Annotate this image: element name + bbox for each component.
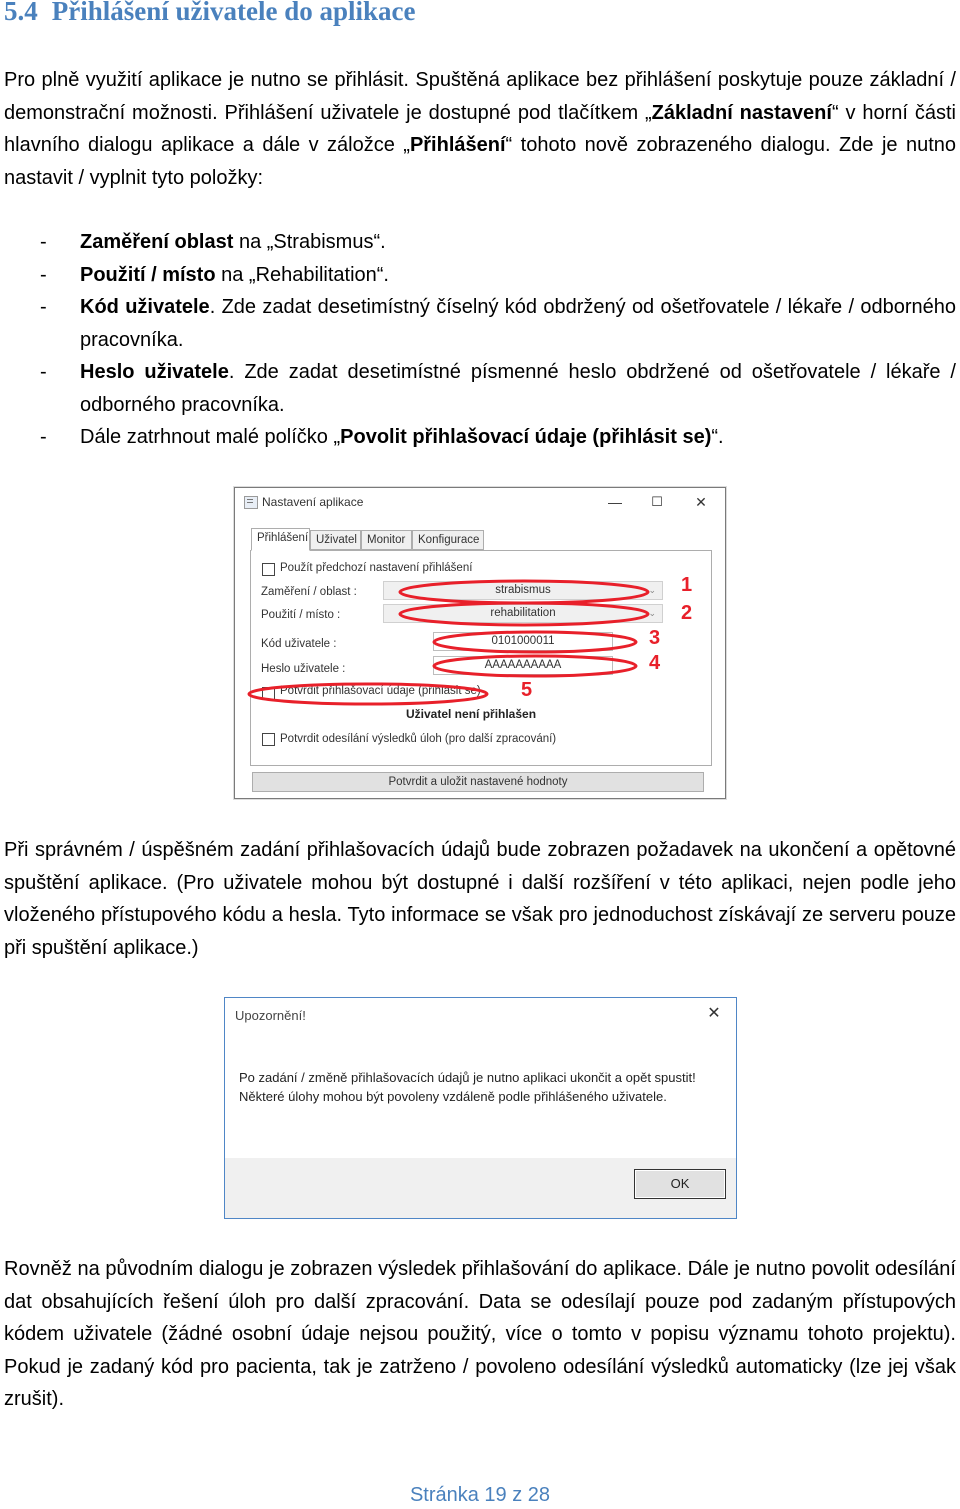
list-item-bold: Kód uživatele — [80, 296, 210, 318]
focus-dropdown-value: strabismus — [495, 584, 551, 596]
list-item-text: na „Rehabilitation“. — [215, 263, 389, 286]
user-password-input[interactable]: AAAAAAAAAA — [433, 656, 613, 675]
bullet-dash: - — [40, 361, 47, 383]
tab-login[interactable]: Přihlášení — [251, 528, 310, 551]
tab-user[interactable]: Uživatel — [310, 530, 361, 550]
list-item — [4, 226, 956, 259]
intro-bold-basic-settings: Základní nastavení — [651, 101, 832, 124]
intro-text-3: “ tohoto nově zobrazeného dialogu. Zde je nutno nastavit / vyplnit tyto položky: — [4, 134, 956, 189]
annotation-ellipse-1 — [400, 581, 648, 603]
send-results-label: Potvrdit odesílání výsledků úloh (pro další zpracování) — [280, 733, 557, 745]
allow-login-label: Potvrdit přihlašovací údaje (přihlásit se) — [280, 685, 481, 697]
closing-paragraph: Rovněž na původním dialogu je zobrazen výsledek přihlašování do aplikace. Dále je nutno povolit odesílání dat obsahujících řešení úloh pro další zpracování. Data se odesílají pouze pod zadaným přístupových kódem uživatele (žádné osobní údaje nejsou použitý, více o tomto v popisu významu tohoto projektu). Pokud je zadaný kód pro pacienta, tak je zatrženo / povoleno odesílání výsledků automaticky (lze jej však zrušit). — [4, 1258, 956, 1410]
chevron-down-icon: ⌄ — [648, 585, 656, 595]
settings-window — [234, 487, 726, 799]
chevron-down-icon: ⌄ — [648, 608, 656, 618]
bullet-dash: - — [40, 426, 47, 448]
after-login-paragraph: Při správném / úspěšném zadání přihlašovacích údajů bude zobrazen požadavek na ukončení a opětovné spuštění aplikace. (Pro uživatele mohou být dostupné i další rozšíření v této aplikaci, nejen podle jeho vloženého přístupového kódu a hesla. Tyto informace se však pro jednoduchost získávají ze serveru pouze při spuštění aplikace.) — [4, 839, 956, 959]
usage-label: Použití / místo : — [261, 609, 341, 621]
bullet-dash: - — [40, 263, 47, 286]
annotation-marker-2: 2 — [681, 602, 693, 624]
warning-dialog-message: Po zadání / změně přihlašovacích údajů je nutno aplikaci ukončit a opět spustit! Některé úlohy mohou být povoleny vzdáleně podle přihlášeného uživatele. — [239, 1070, 696, 1104]
close-icon[interactable]: ✕ — [695, 494, 707, 510]
use-saved-label: Použít předchozí nastavení přihlášení — [280, 562, 473, 574]
user-password-label: Heslo uživatele : — [261, 663, 346, 675]
intro-paragraph — [4, 64, 956, 194]
list-item — [4, 259, 956, 292]
section-title: Přihlášení uživatele do aplikace — [51, 0, 416, 26]
annotation-ellipse-4 — [434, 656, 636, 676]
focus-label: Zaměření / oblast : — [261, 586, 357, 598]
list-item-text: . Zde zadat desetimístné písmenné heslo obdržené od ošetřovatele / lékaře / odborného pracovníka. — [80, 361, 956, 416]
annotation-marker-1: 1 — [681, 574, 693, 596]
tab-configuration[interactable]: Konfigurace — [412, 530, 484, 550]
list-item-text: “. — [711, 426, 724, 448]
annotation-marker-3: 3 — [649, 627, 661, 649]
list-item-bold: Povolit přihlašovací údaje (přihlásit se) — [340, 426, 712, 448]
section-number: 5.4 — [4, 0, 38, 26]
list-item-bold: Heslo uživatele — [80, 361, 229, 383]
list-item — [4, 291, 956, 356]
annotation-marker-5: 5 — [521, 679, 533, 701]
annotation-marker-4: 4 — [649, 652, 661, 674]
instruction-list — [4, 226, 956, 454]
login-status-text: Uživatel není přihlašen — [406, 707, 537, 721]
bullet-dash: - — [40, 231, 47, 253]
save-settings-button[interactable]: Potvrdit a uložit nastavené hodnoty — [252, 772, 704, 792]
list-item — [4, 421, 956, 454]
annotation-ellipse-3 — [434, 632, 636, 652]
intro-text-1: Pro plně využití aplikace je nutno se přihlásit. Spuštěná aplikace bez přihlášení poskytuje pouze základní / demonstrační možnosti. Přihlášení uživatele je dostupné pod tlačítkem „ — [4, 69, 956, 124]
list-item-text: na „Strabismus“. — [233, 231, 386, 253]
intro-bold-login: Přihlášení — [409, 134, 506, 156]
user-code-label: Kód uživatele : — [261, 638, 337, 650]
annotation-ellipse-5 — [249, 684, 487, 704]
list-item-text: . Zde zadat desetimístný číselný kód obdržený od ošetřovatele / lékaře / odborného pracovníka. — [80, 296, 956, 351]
maximize-icon[interactable]: ☐ — [651, 494, 663, 509]
user-code-input[interactable]: 0101000011 — [433, 632, 613, 651]
list-item-bold: Zaměření oblast — [80, 231, 234, 253]
list-item-bold: Použití / místo — [80, 263, 216, 286]
bullet-dash: - — [40, 296, 47, 318]
tab-monitor[interactable]: Monitor — [361, 530, 412, 550]
ok-button[interactable]: OK — [634, 1169, 726, 1199]
minimize-icon[interactable]: — — [608, 494, 622, 510]
intro-text-2: “ v horní části hlavního dialogu aplikace a dále v záložce „ — [4, 101, 956, 156]
annotation-ellipse-2 — [400, 603, 648, 625]
warning-dialog-title: Upozornění! — [235, 1008, 306, 1023]
usage-dropdown-value: rehabilitation — [490, 607, 556, 619]
section-heading — [4, 0, 416, 27]
warning-dialog — [224, 997, 737, 1219]
list-item-text: Dále zatrhnout malé políčko „ — [80, 426, 341, 448]
page-footer: Stránka 19 z 28 — [409, 1484, 551, 1506]
close-icon[interactable]: ✕ — [707, 1005, 721, 1022]
list-item — [4, 356, 956, 421]
settings-window-title: Nastavení aplikace — [262, 495, 364, 509]
